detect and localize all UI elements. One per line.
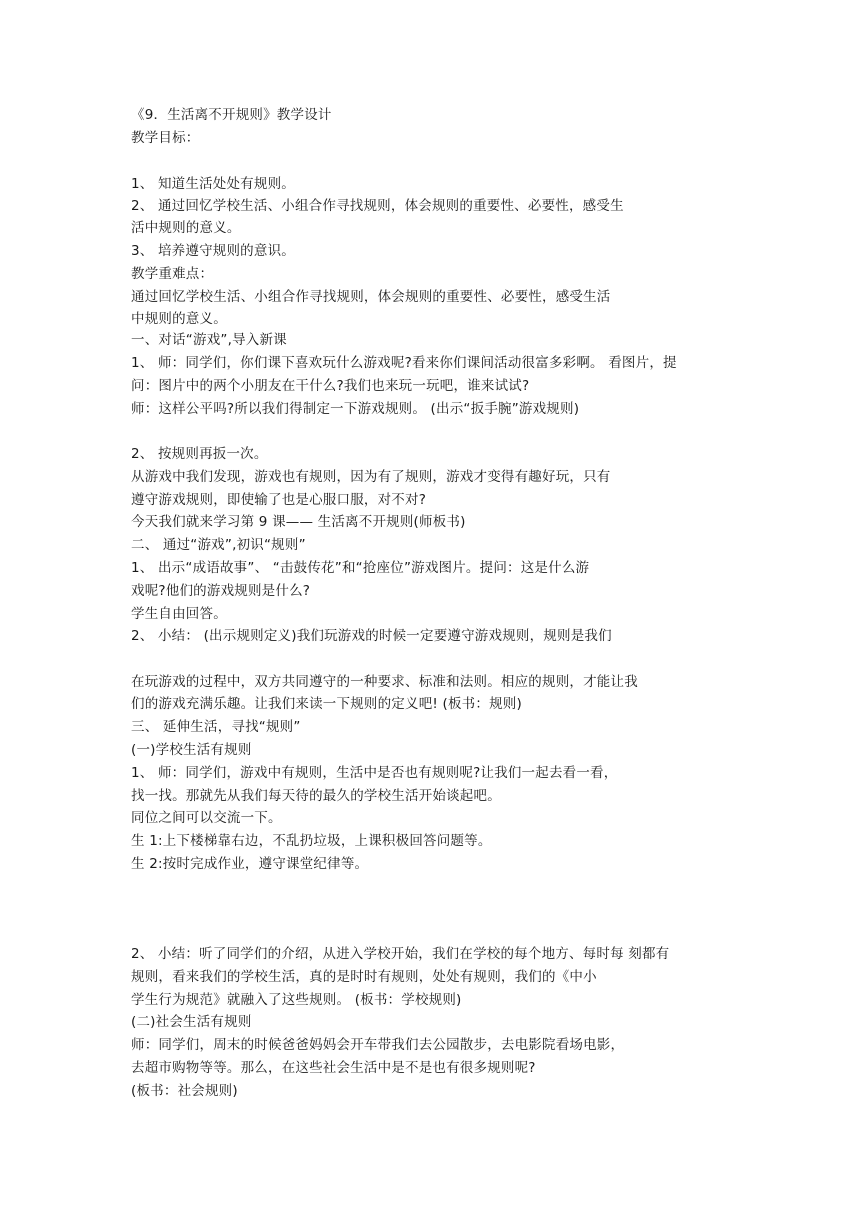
text-line: 师：这样公平吗?所以我们得制定一下游戏规则。 (出示“扳手腕”游戏规则) xyxy=(131,401,580,417)
text-line: 们的游戏充满乐趣。让我们来读一下规则的定义吧! (板书：规则) xyxy=(131,696,522,712)
text-line: 中规则的意义。 xyxy=(131,311,227,327)
section-heading: 一、对话“游戏”,导入新课 xyxy=(131,332,287,348)
text-line: 师：同学们，周末的时候爸爸妈妈会开车带我们去公园散步，去电影院看场电影， xyxy=(131,1037,625,1053)
text-line: 生 2:按时完成作业，遵守课堂纪律等。 xyxy=(131,856,369,872)
subsection-heading: (二)社会生活有规则 xyxy=(131,1014,252,1030)
text-line: 3、 培养遵守规则的意识。 xyxy=(131,243,295,259)
text-line: 1、 出示“成语故事”、 “击鼓传花”和“抢座位”游戏图片。提问：这是什么游 xyxy=(131,560,590,576)
text-line: 2、 小结：听了同学们的介绍，从进入学校开始，我们在学校的每个地方、每时每 刻都有 xyxy=(131,946,670,962)
section-heading: 三、 延伸生活，寻找“规则” xyxy=(131,719,301,735)
heading-key-points: 教学重难点： xyxy=(131,266,214,282)
text-line: 同位之间可以交流一下。 xyxy=(131,810,282,826)
text-line: 2、 小结： (出示规则定义)我们玩游戏的时候一定要遵守游戏规则，规则是我们 xyxy=(131,628,612,644)
text-line: 在玩游戏的过程中，双方共同遵守的一种要求、标准和法则。相应的规则，才能让我 xyxy=(131,674,638,690)
text-line: 2、 通过回忆学校生活、小组合作寻找规则，体会规则的重要性、必要性，感受生 xyxy=(131,198,624,214)
text-line: 学生自由回答。 xyxy=(131,606,227,622)
text-line: 2、 按规则再扳一次。 xyxy=(131,446,268,462)
text-line: 1、 师：同学们，你们课下喜欢玩什么游戏呢?看来你们课间活动很富多彩啊。 看图片，提 xyxy=(131,355,677,371)
document-title: 《9．生活离不开规则》教学设计 xyxy=(131,107,332,123)
text-line: 去超市购物等等。那么，在这些社会生活中是不是也有很多规则呢? xyxy=(131,1060,536,1076)
text-line: 遵守游戏规则，即使输了也是心服口服，对不对? xyxy=(131,492,427,508)
text-line: 从游戏中我们发现，游戏也有规则，因为有了规则，游戏才变得有趣好玩，只有 xyxy=(131,469,611,485)
text-line: 1、 师：同学们，游戏中有规则，生活中是否也有规则呢?让我们一起去看一看， xyxy=(131,765,618,781)
heading-teaching-goals: 教学目标： xyxy=(131,130,200,146)
text-line: 1、 知道生活处处有规则。 xyxy=(131,176,295,192)
text-line: 戏呢?他们的游戏规则是什么? xyxy=(131,583,311,599)
text-line: (板书：社会规则) xyxy=(131,1083,238,1099)
text-line: 通过回忆学校生活、小组合作寻找规则，体会规则的重要性、必要性，感受生活 xyxy=(131,289,611,305)
text-line: 找一找。那就先从我们每天待的最久的学校生活开始谈起吧。 xyxy=(131,788,501,804)
text-line: 学生行为规范》就融入了这些规则。 (板书：学校规则) xyxy=(131,992,462,1008)
section-heading: 二、 通过“游戏”,初识“规则” xyxy=(131,537,306,553)
subsection-heading: (一)学校生活有规则 xyxy=(131,742,252,758)
text-line: 生 1:上下楼梯靠右边，不乱扔垃圾，上课积极回答问题等。 xyxy=(131,833,492,849)
text-line: 活中规则的意义。 xyxy=(131,220,241,236)
text-line: 问：图片中的两个小朋友在干什么?我们也来玩一玩吧，谁来试试? xyxy=(131,378,530,394)
text-line: 今天我们就来学习第 9 课—— 生活离不开规则(师板书) xyxy=(131,514,466,530)
text-line: 规则，看来我们的学校生活，真的是时时有规则，处处有规则，我们的《中小 xyxy=(131,969,597,985)
